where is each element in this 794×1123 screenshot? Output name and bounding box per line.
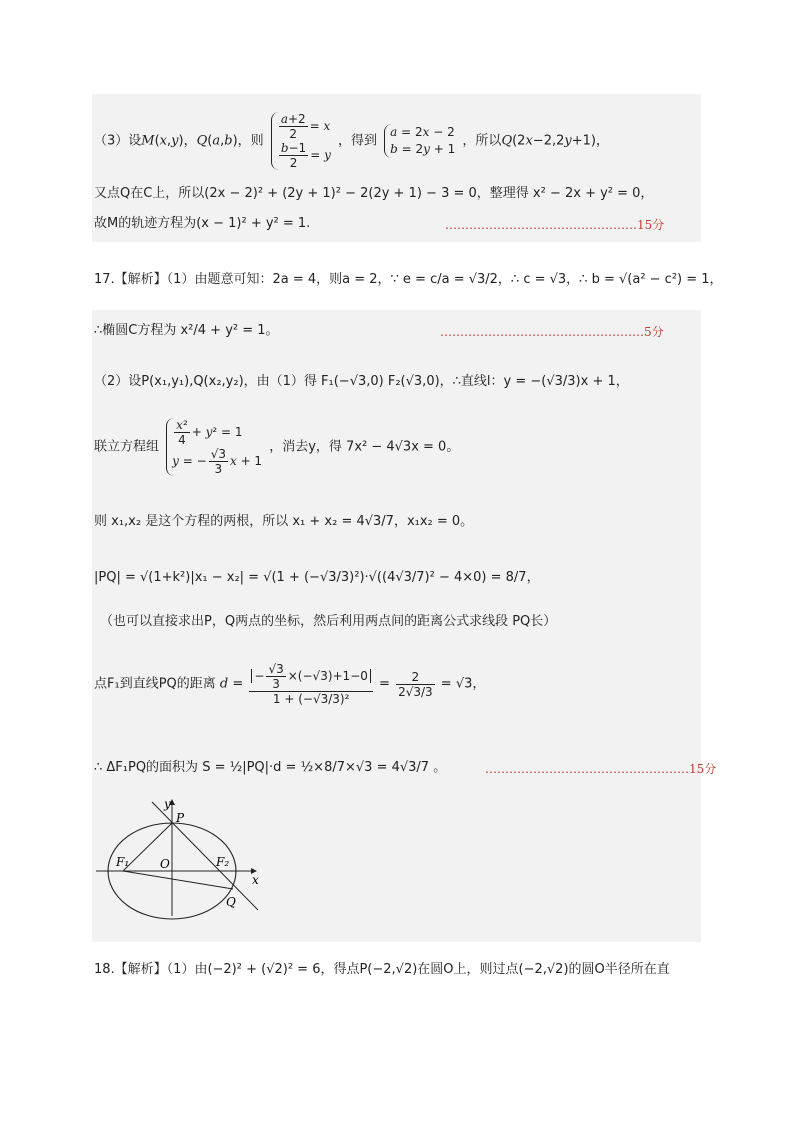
q17-part2: （2）设P(x₁,y₁),Q(x₂,y₂)，由（1）得 F₁(−√3,0) F₂(√3,0)，∴直线l：y = −(√3/3)x + 1， [94, 374, 629, 389]
q18-line: 18.【解析】（1）由(−2)² + (√2)² = 6，得点P(−2,√2)在圆O上，则过点(−2,√2)的圆O半径所在直 [94, 962, 670, 977]
part3-system-1: $\frac{a+2}{2}$ = x $\frac{b-1}{2}$ = y [271, 112, 331, 170]
part3-line3: 故M的轨迹方程为(x − 1)² + y² = 1. [94, 216, 311, 231]
label-q: Q [226, 895, 236, 909]
q17-note: （也可以直接求出P，Q两点的坐标，然后利用两点间的距离公式求线段 PQ长） [100, 614, 557, 629]
q17-distance-frac2: $\frac{2}{2√3/3}$ [398, 669, 433, 699]
part3-text-c: ，得到 [338, 133, 378, 149]
q17-system: $\frac{\text{x²}}{4}$ + y² = 1 y = − $\frac{√3}{3}$ x + 1 [166, 418, 262, 476]
q17-score15: ……………………………………………15分 [485, 762, 717, 776]
line-f1q [123, 871, 233, 889]
q17-system-prefix: 联立方程组 [94, 439, 160, 455]
q17-roots: 则 x₁,x₂ 是这个方程的两根，所以 x₁ + x₂ = 4√3/7，x₁x₂ = 0。 [94, 514, 474, 529]
part3-text-d: ，所以 [462, 133, 502, 149]
part3-text-b: ，则 [237, 133, 264, 149]
q17-distance-frac: − $\frac{√3}{3}$ ×(−√3)+1−0 1 + (−√3/3)² [249, 662, 372, 706]
part3-text-a: （3）设 [94, 133, 142, 149]
part3-system-2: a = 2x − 2 b = 2y + 1 [384, 124, 455, 158]
q17-head: 17.【解析】（1）由题意可知：2a = 4，则a = 2，∵ e = c/a = √3/2，∴ c = √3，∴ b = √(a² − c²) = 1， [94, 272, 723, 287]
line-l [152, 802, 258, 910]
q17-system-suffix: ，消去y，得 7x² − 4√3x = 0。 [269, 439, 460, 455]
q17-ellipse: ∴椭圆C方程为 x²/4 + y² = 1。 [94, 323, 279, 338]
part3-line1: （3）设M(x,y)，Q(a,b)，则 $\frac{a+2}{2}$ = x $\frac{b-1}{2}$ = y ，得到 a = 2x − 2 b = 2y + 1 ，所以Q(2x−2,2y+1)， [94, 112, 609, 170]
q17-pq: |PQ| = √(1+k²)|x₁ − x₂| = √(1 + (−√3/3)²)·√((4√3/7)² − 4×0) = 8/7， [94, 570, 540, 585]
label-p: P [176, 811, 185, 825]
part3-line2: 又点Q在C上，所以(2x − 2)² + (2y + 1)² − 2(2y + 1) − 3 = 0，整理得 x² − 2x + y² = 0， [94, 186, 654, 201]
q17-distance: 点F₁到直线PQ的距离 d = − $\frac{√3}{3}$ ×(−√3)+1−0 1 + (−√3/3)² = $\frac{2}{2√3/3}$ = √3， [94, 662, 486, 706]
label-y: y [164, 798, 171, 811]
q17-area: ∴ ΔF₁PQ的面积为 S = ½|PQ|·d = ½×8/7×√3 = 4√3/7 。 [94, 760, 447, 775]
ellipse-figure [92, 798, 282, 928]
q17-distance-prefix: 点F₁到直线PQ的距离 [94, 676, 216, 692]
label-x: x [252, 873, 259, 887]
q17-score5: ……………………………………………5分 [440, 325, 664, 339]
q17-system-line [94, 418, 459, 476]
label-f1: F₁ [116, 855, 130, 869]
label-f2: F₂ [216, 855, 230, 869]
label-o: O [160, 857, 170, 871]
part3-score: …………………………………………15分 [445, 218, 665, 232]
